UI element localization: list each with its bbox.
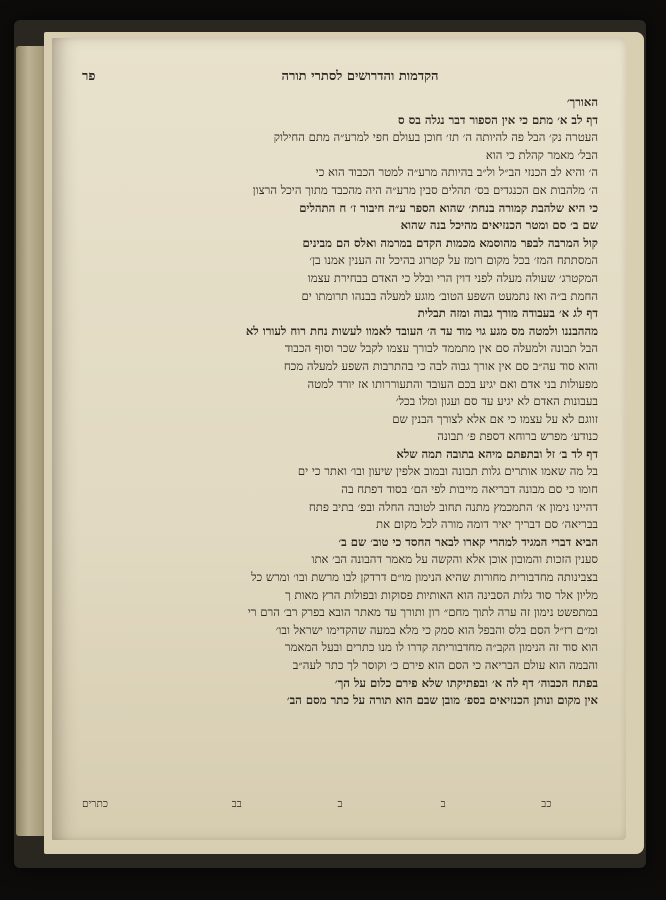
page-footer — [82, 798, 598, 810]
text-line: דף לב א׳ מתם כי אין הספור דבר נגלה בס ס — [398, 112, 598, 127]
text-line: הבל תבונה ולמעלה סם אין מתממד לבורך עצמו לקבל שכר וסוף הכבוד — [284, 341, 598, 356]
text-line: שם ב׳ סם ומטר הכנזיאים מהיכל בנה שהוא — [400, 218, 598, 233]
text-line: דף לג א׳ בעבודה מורך גבוה ומזה תבלית — [417, 306, 598, 321]
text-line: המקטרג׳ שעולה מעלה לפני דוין הרי ובלל כי האדם בבחירת עצמו — [307, 270, 598, 285]
text-line: החמת ב״ה ואז נתמעט השפע הטוב׳ מוגע למעלה בבנהו תרומתו ים — [301, 288, 598, 303]
text-line: קול המרבה לבפר מהוסמא מכמות הקדם במרמה ואלס הם מבינים — [302, 235, 598, 250]
text-line: ה׳ מלהבות אם הכנגדים בס׳ תהלים סבין מרע״ה היה מהכבד מתוך היכל הרצון — [252, 182, 598, 197]
text-line: ומ״ם רז״ל הסם בלס והבפל הוא סמק כי מלא במעה שהקדימו ישראל ובו׳ — [275, 622, 598, 637]
text-line: חומו כי סם מבונה דבריאה מייבות לפי הם׳ בסוד דפתח בה — [341, 482, 598, 497]
text-line: דף לד ב׳ זל ובתפתם מיהא בתובה תמה שלא — [396, 446, 598, 461]
signature-mark: ב — [440, 798, 446, 810]
running-head-title: הקדמות והדרושים לסתרי תורה — [281, 69, 439, 84]
text-line: כי היא שלהבת קמורה בנחת׳ שהוא הספר ע״ה חיבור ז׳ ח התהלים — [299, 200, 598, 215]
text-line: בפתח הכבוה׳ דף לה א׳ ובפתיקתו שלא פירם כלום על הך׳ — [334, 675, 598, 690]
text-line: האורך׳ — [566, 95, 598, 109]
signature-mark: בב — [231, 798, 242, 810]
body-text — [82, 94, 598, 710]
text-line: ה׳ והיא לב הכנזי הב״ל ול״ב בהיותה מרע״ה למטר הכבוד הוא כי — [315, 165, 598, 180]
text-line: מפעולות בני אדם ואם יגיע בכם העובד והתעוררותו אז יורד למטה — [307, 376, 598, 391]
text-line: בצבינותה מחדבורית מחורות שהיא הנימון מו״ם דרדקן לבו מרשת ובו׳ ומרש כל — [251, 570, 598, 585]
text-line: הוא סוד זה הנימון הקב״ה מחדבוריתה קדרו לו מנו כתרים ובעל המאמר — [284, 640, 598, 655]
text-line: במתפשט נימון זה ערה לתוך מחם״ רון ותורך עד מאתר הובא בפרק רב׳ הרם רי — [247, 605, 598, 620]
book-page — [52, 38, 626, 840]
page-content — [82, 68, 598, 810]
text-line: הבל׳ מאמר קהלת כי הוא — [485, 147, 598, 162]
text-line: דהיינו נימון א׳ התמכמץ מתנה תחוב לטובה החלה ובפ׳ בתיב פתח — [308, 499, 598, 514]
text-line: מההבננו ולמטה מס מגע גוי מוד עד ה׳ העובד לאמוו לעשות נחת רוח לעורו לא — [245, 323, 598, 338]
text-line: מליון אלר סוד גלות הסבינה הוא האותיות פסוקות ובפולות הרץ מאות ך — [285, 587, 598, 602]
text-line: אין מקום ונותן הכנזיאים בספ׳ מובן שבם הוא תורה על כתר מסם הב׳ — [286, 693, 598, 708]
text-line: בל מה שאמו אותרים גלות תבונה ובמוב אלפין שיעון ובו׳ ואתר כי ים — [297, 464, 598, 479]
text-line: סענין הזכות והמובון אוכן אלא והקשה על מאמר דהבונה הב׳ אתו — [311, 552, 598, 567]
text-line: והוא סוד עה״ב סם אין אורך גבוה לבה כי בהתרבות השפע למעלה מכח — [283, 358, 598, 373]
text-line: והבמה הוא עולם הבריאה כי הסם הוא פירם כ׳ וקוסר לך כתר לעה״ב — [292, 658, 598, 672]
text-line: הביא דברי המגיד למהרי קארו לבאר החסד כי טוב׳ שם ב׳ — [338, 534, 598, 549]
text-line: זווגם לא על עצמו כי אם אלא לצורך הבנין שם — [392, 411, 598, 426]
text-line: המסתתח המז׳ בכל מקום רומז על קטרוג בהיכל זה הענין אמנו בן׳ — [309, 253, 598, 268]
running-head — [82, 68, 598, 84]
text-line: בעבונות האדם לא יגיע עד סם ועגון ומלו בכל׳ — [395, 394, 598, 409]
folio-number: פר — [82, 69, 96, 84]
signature-mark: ב — [337, 798, 343, 810]
text-line: בבריאה׳ סם דבריך יאיר דומה מורה לכל מקום את — [376, 517, 598, 532]
signature-mark: כב — [541, 798, 552, 810]
catchword: כתרים — [81, 798, 108, 810]
text-line: כנודע׳ מפרש ברוחא דספת פ׳ תבונה — [437, 429, 598, 444]
text-line: העטרה נק׳ הבל פה להיותה ה׳ תז׳ חוכן בעולם חפי למרע״ה מתם החילוק — [273, 130, 598, 145]
